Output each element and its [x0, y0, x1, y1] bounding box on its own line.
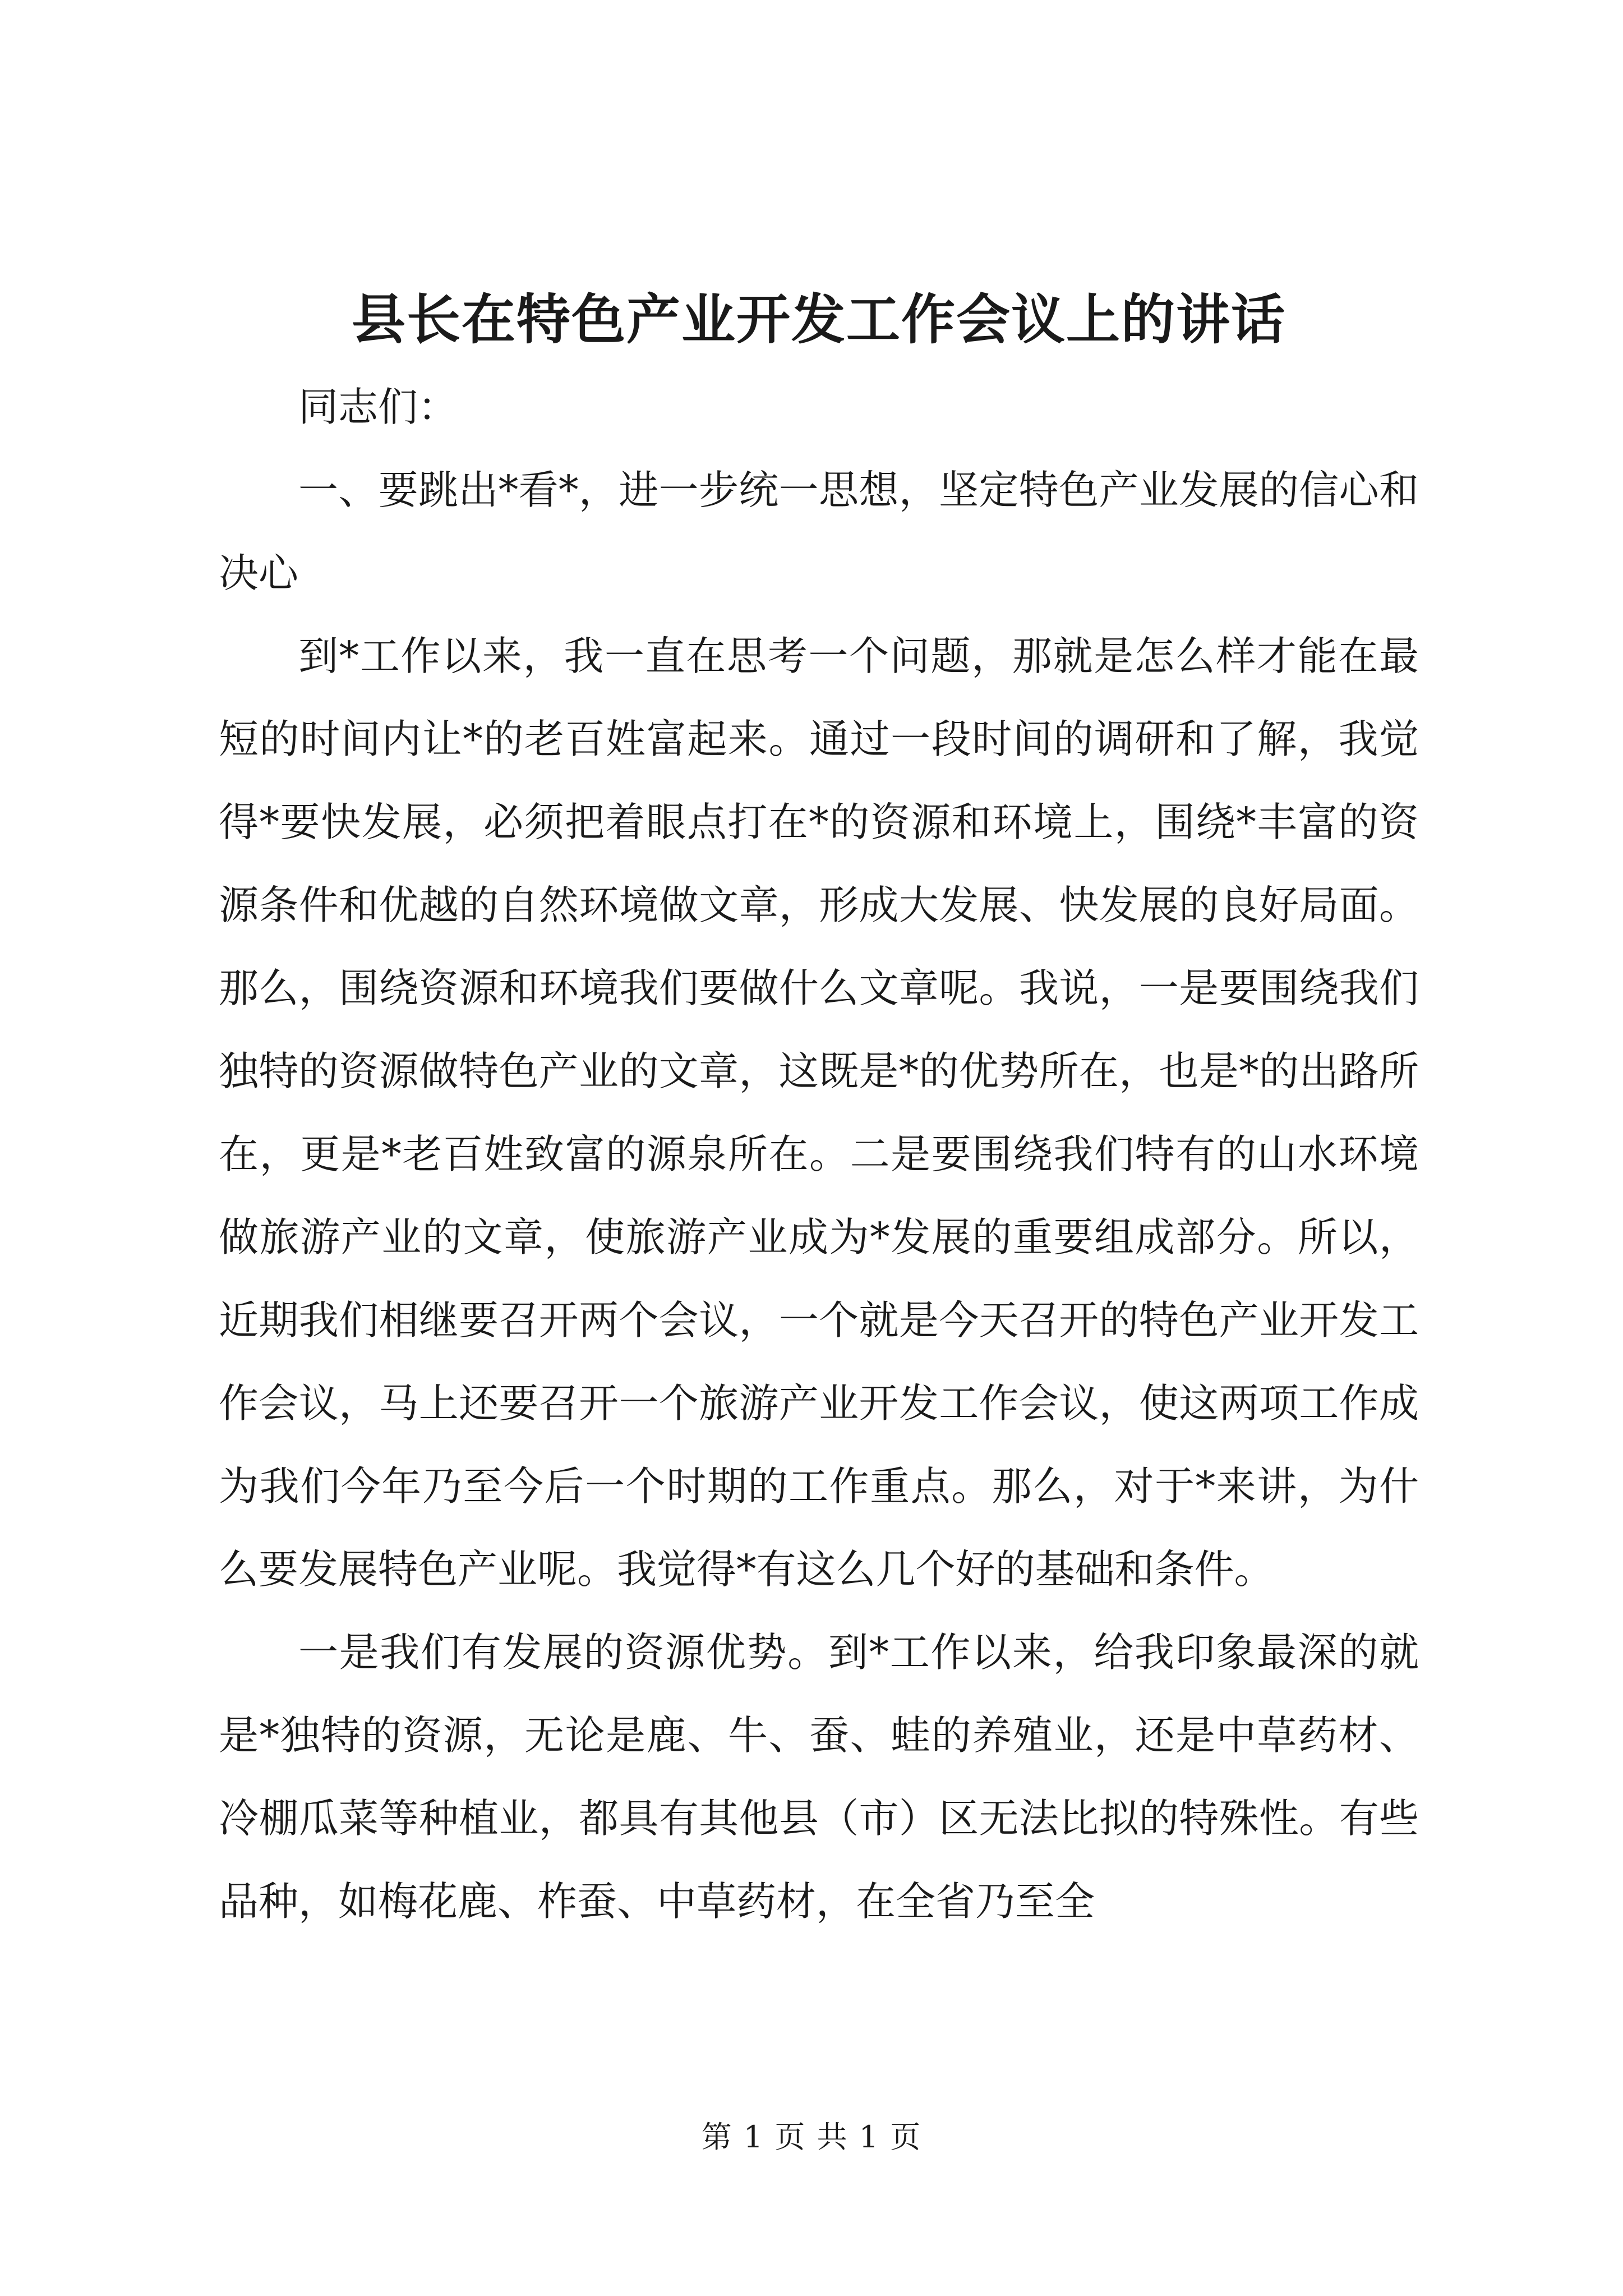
body-paragraph-2: 一是我们有发展的资源优势。到*工作以来，给我印象最深的就是*独特的资源，无论是鹿、牛、蚕、蛙的养殖业，还是中草药材、冷棚瓜菜等种植业，都具有其他县（市）区无法比拟的特殊性。有些品种，如梅花鹿、柞蚕、中草药材，在全省乃至全	[219, 1629, 1419, 1925]
page-footer: 第 1 页 共 1 页	[701, 2119, 922, 2155]
body-paragraph-1: 到*工作以来，我一直在思考一个问题，那就是怎么样才能在最短的时间内让*的老百姓富起来。通过一段时间的调研和了解，我觉得*要快发展，必须把着眼点打在*的资源和环境上，围绕*丰富的资源条件和优越的自然环境做文章，形成大发展、快发展的良好局面。那么，围绕资源和环境我们要做什么文章呢。我说，一是要围绕我们独特的资源做特色产业的文章，这既是*的优势所在，也是*的出路所在，更是*老百姓致富的源泉所在。二是要围绕我们特有的山水环境做旅游产业的文章，使旅游产业成为*发展的重要组成部分。所以，近期我们相继要召开两个会议，一个就是今天召开的特色产业开发工作会议，马上还要召开一个旅游产业开发工作会议，使这两项工作成为我们今年乃至今后一个时期的工作重点。那么，对于*来讲，为什么要发展特色产业呢。我觉得*有这么几个好的基础和条件。	[219, 633, 1419, 1593]
salutation: 同志们：	[298, 384, 458, 430]
document-body	[219, 280, 1419, 1943]
document-title: 县长在特色产业开发工作会议上的讲话	[352, 288, 1286, 351]
section-heading-1: 一、要跳出*看*，进一步统一思想，坚定特色产业发展的信心和决心	[219, 467, 1419, 596]
